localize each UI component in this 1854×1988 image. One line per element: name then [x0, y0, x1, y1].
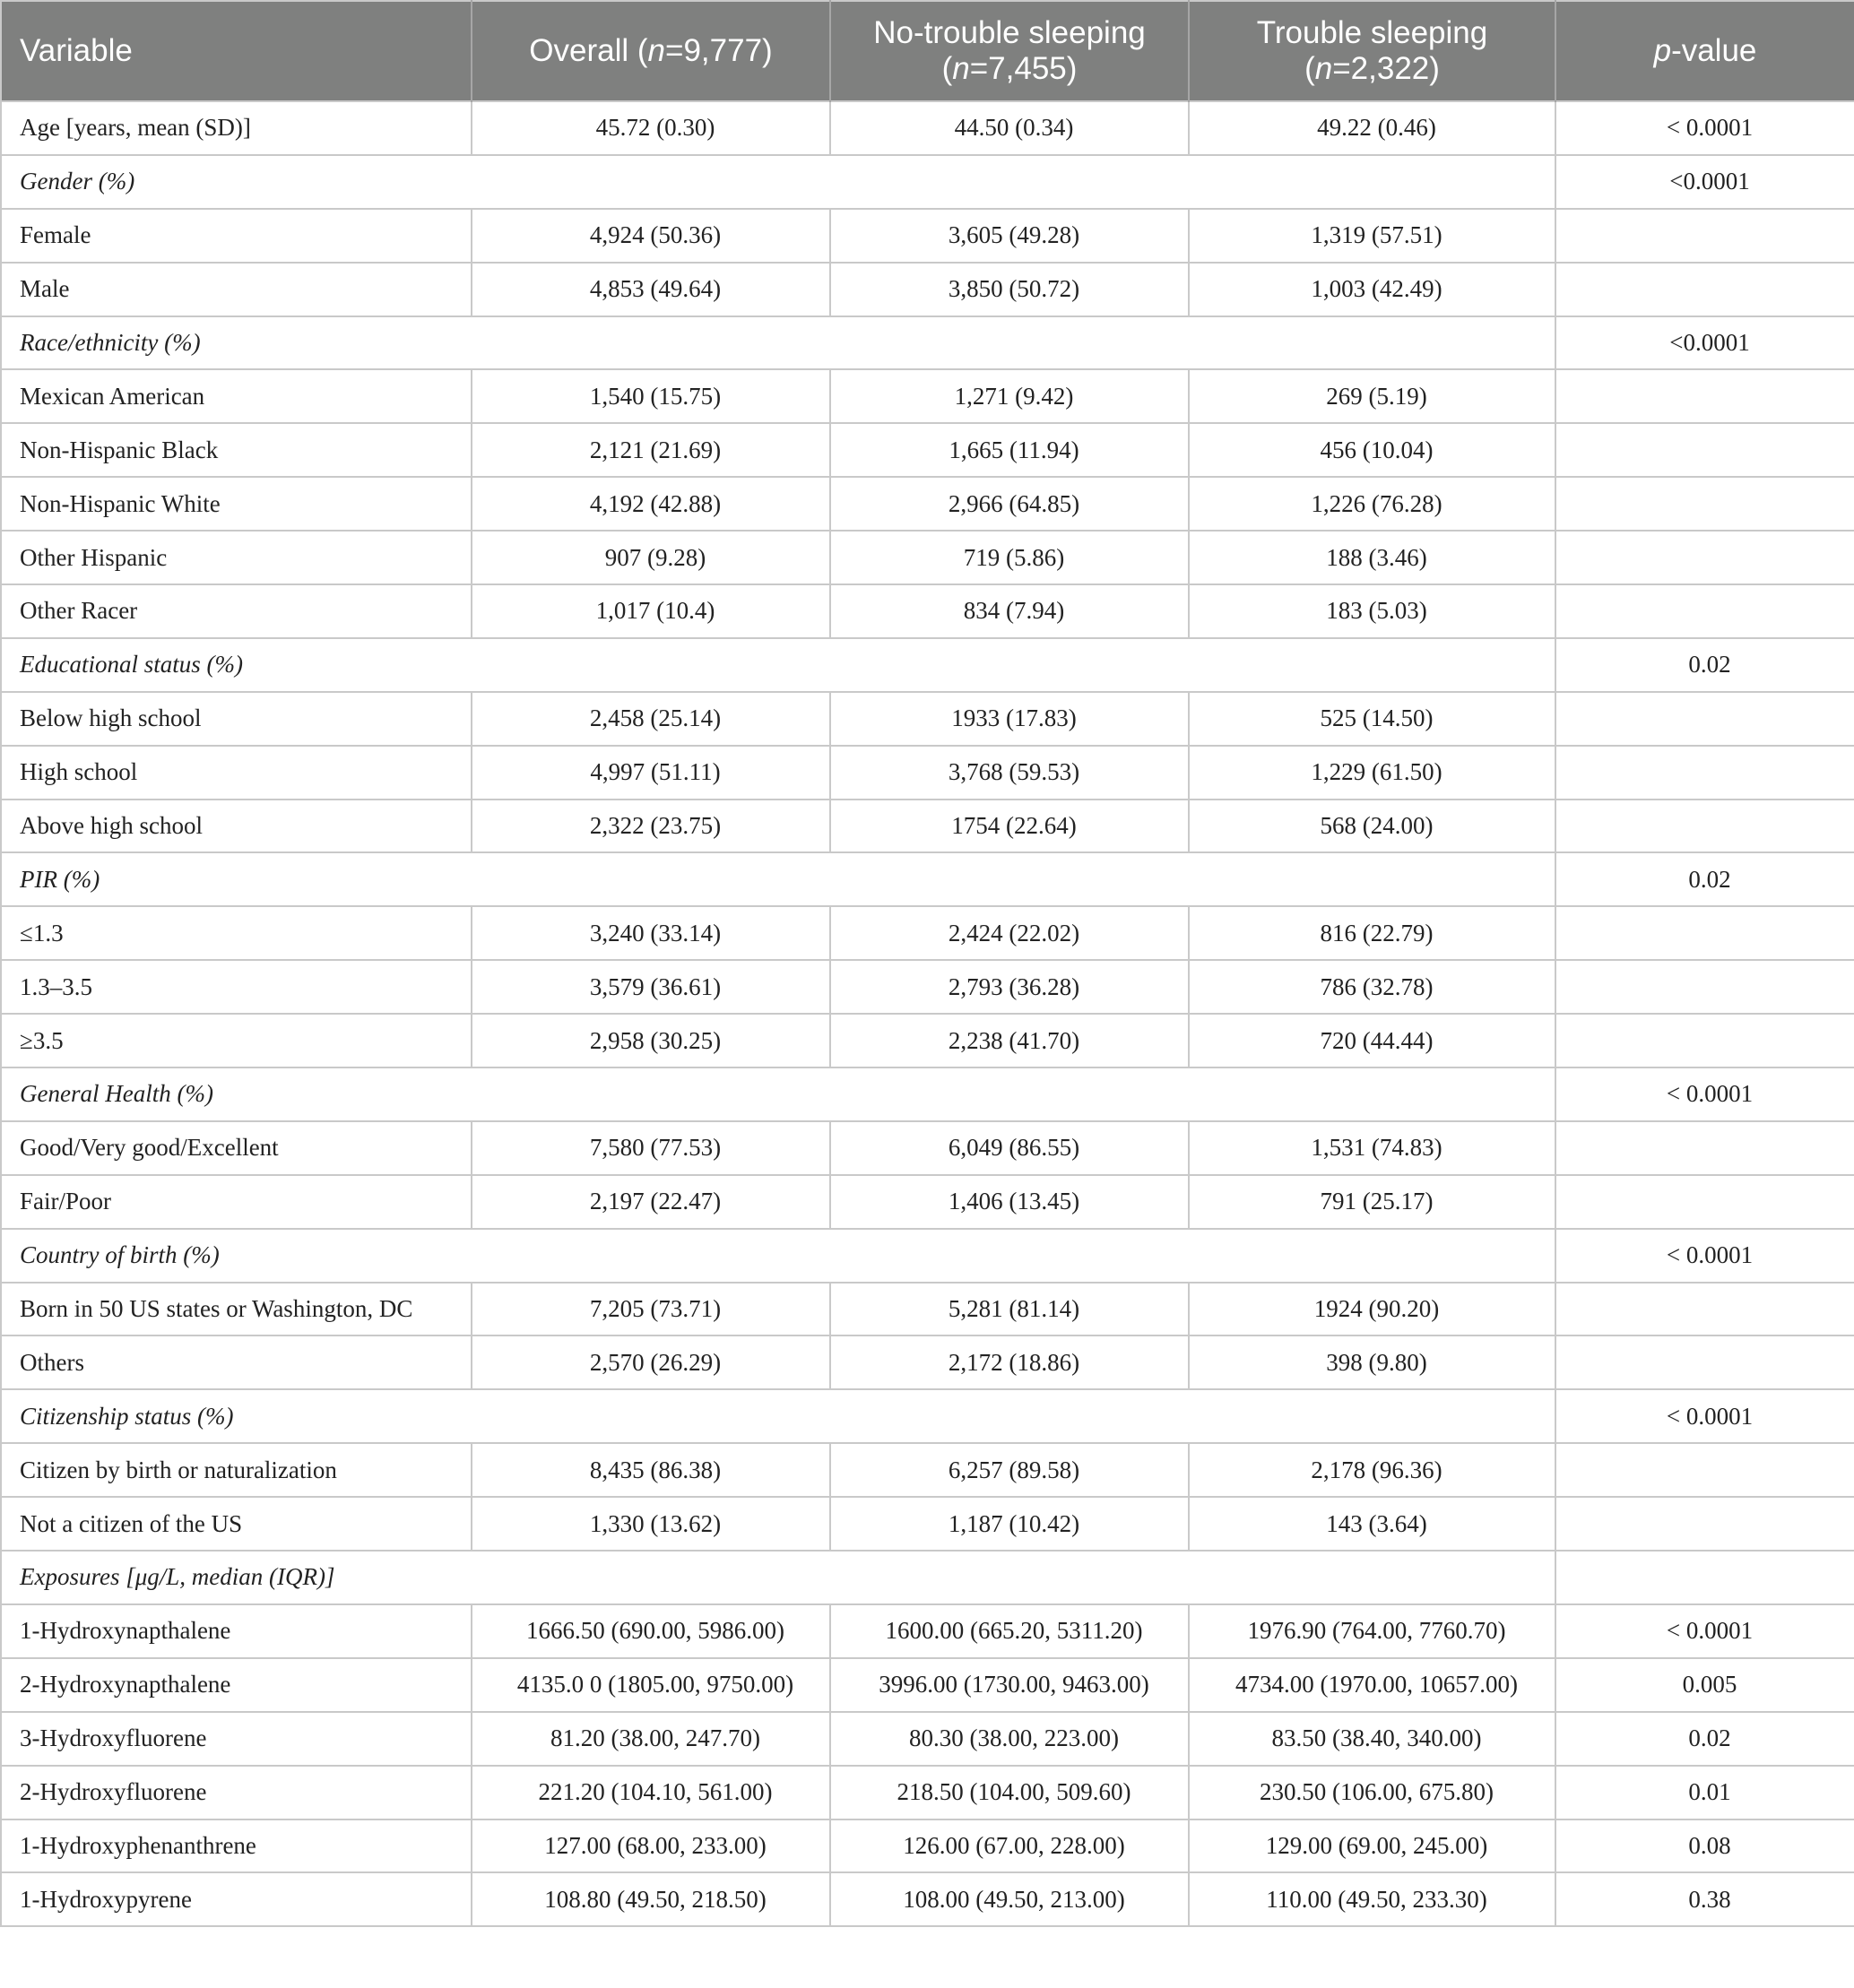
row-label: 2-Hydroxynapthalene: [1, 1658, 472, 1712]
table-row: [1, 800, 1854, 853]
overall-cell: 45.72 (0.30): [472, 101, 830, 155]
overall-cell: 1,330 (13.62): [472, 1497, 830, 1551]
table-row: [1, 1283, 1854, 1336]
p-value-cell: [1555, 1283, 1854, 1336]
p-value-cell: 0.38: [1555, 1872, 1854, 1926]
p-value-cell: 0.02: [1555, 638, 1854, 692]
table-row: [1, 1014, 1854, 1067]
p-value-cell: < 0.0001: [1555, 1067, 1854, 1121]
row-label: Below high school: [1, 692, 472, 746]
p-value-cell: [1555, 369, 1854, 423]
p-value-cell: [1555, 1014, 1854, 1067]
table-row: [1, 746, 1854, 800]
p-value-cell: 0.02: [1555, 1712, 1854, 1766]
no-trouble-cell: 1933 (17.83): [830, 692, 1189, 746]
p-value-cell: < 0.0001: [1555, 1389, 1854, 1443]
section-label: General Health (%): [1, 1067, 1555, 1121]
section-row: [1, 1067, 1854, 1121]
trouble-cell: 143 (3.64): [1189, 1497, 1555, 1551]
p-value-cell: [1555, 800, 1854, 853]
section-row: [1, 155, 1854, 209]
no-trouble-cell: 2,966 (64.85): [830, 477, 1189, 531]
no-trouble-cell: 44.50 (0.34): [830, 101, 1189, 155]
table-row: [1, 1175, 1854, 1229]
row-label: Non-Hispanic White: [1, 477, 472, 531]
p-value-cell: [1555, 1551, 1854, 1604]
section-label: Educational status (%): [1, 638, 1555, 692]
overall-cell: 221.20 (104.10, 561.00): [472, 1766, 830, 1819]
p-value-cell: < 0.0001: [1555, 101, 1854, 155]
no-trouble-cell: 218.50 (104.00, 509.60): [830, 1766, 1189, 1819]
p-value-cell: [1555, 1497, 1854, 1551]
table-row: [1, 1658, 1854, 1712]
trouble-cell: 2,178 (96.36): [1189, 1443, 1555, 1497]
row-label: ≥3.5: [1, 1014, 472, 1067]
overall-cell: 2,570 (26.29): [472, 1335, 830, 1389]
row-label: 1-Hydroxynapthalene: [1, 1604, 472, 1658]
row-label: Not a citizen of the US: [1, 1497, 472, 1551]
p-value-cell: [1555, 960, 1854, 1014]
overall-cell: 7,580 (77.53): [472, 1121, 830, 1175]
trouble-cell: 188 (3.46): [1189, 531, 1555, 584]
section-row: [1, 1389, 1854, 1443]
overall-cell: 2,322 (23.75): [472, 800, 830, 853]
p-value-cell: [1555, 584, 1854, 638]
table-row: [1, 960, 1854, 1014]
trouble-cell: 816 (22.79): [1189, 906, 1555, 960]
overall-cell: 81.20 (38.00, 247.70): [472, 1712, 830, 1766]
table-row: [1, 906, 1854, 960]
no-trouble-cell: 126.00 (67.00, 228.00): [830, 1819, 1189, 1873]
row-label: 2-Hydroxyfluorene: [1, 1766, 472, 1819]
no-trouble-cell: 2,172 (18.86): [830, 1335, 1189, 1389]
overall-cell: 2,121 (21.69): [472, 423, 830, 477]
p-value-cell: <0.0001: [1555, 155, 1854, 209]
row-label: Citizen by birth or naturalization: [1, 1443, 472, 1497]
trouble-cell: 1,229 (61.50): [1189, 746, 1555, 800]
section-label: Gender (%): [1, 155, 1555, 209]
trouble-cell: 183 (5.03): [1189, 584, 1555, 638]
overall-cell: 4,997 (51.11): [472, 746, 830, 800]
no-trouble-cell: 6,257 (89.58): [830, 1443, 1189, 1497]
trouble-cell: 456 (10.04): [1189, 423, 1555, 477]
row-label: Age [years, mean (SD)]: [1, 101, 472, 155]
trouble-cell: 568 (24.00): [1189, 800, 1555, 853]
trouble-cell: 1,319 (57.51): [1189, 209, 1555, 263]
overall-cell: 8,435 (86.38): [472, 1443, 830, 1497]
no-trouble-cell: 719 (5.86): [830, 531, 1189, 584]
overall-cell: 3,240 (33.14): [472, 906, 830, 960]
no-trouble-cell: 3,605 (49.28): [830, 209, 1189, 263]
no-trouble-cell: 3,850 (50.72): [830, 263, 1189, 316]
overall-cell: 4,853 (49.64): [472, 263, 830, 316]
section-label: Race/ethnicity (%): [1, 316, 1555, 370]
overall-cell: 3,579 (36.61): [472, 960, 830, 1014]
p-value-cell: [1555, 263, 1854, 316]
table-row: [1, 531, 1854, 584]
row-label: Above high school: [1, 800, 472, 853]
overall-cell: 2,458 (25.14): [472, 692, 830, 746]
table-row: [1, 1497, 1854, 1551]
p-value-cell: [1555, 423, 1854, 477]
row-label: High school: [1, 746, 472, 800]
table-row: [1, 1766, 1854, 1819]
overall-cell: 2,197 (22.47): [472, 1175, 830, 1229]
no-trouble-cell: 2,793 (36.28): [830, 960, 1189, 1014]
row-label: Born in 50 US states or Washington, DC: [1, 1283, 472, 1336]
no-trouble-cell: 2,424 (22.02): [830, 906, 1189, 960]
row-label: Mexican American: [1, 369, 472, 423]
trouble-cell: 4734.00 (1970.00, 10657.00): [1189, 1658, 1555, 1712]
overall-cell: 127.00 (68.00, 233.00): [472, 1819, 830, 1873]
p-value-cell: [1555, 1175, 1854, 1229]
p-value-cell: 0.01: [1555, 1766, 1854, 1819]
no-trouble-cell: 3996.00 (1730.00, 9463.00): [830, 1658, 1189, 1712]
table-row: [1, 1872, 1854, 1926]
no-trouble-cell: 108.00 (49.50, 213.00): [830, 1872, 1189, 1926]
no-trouble-cell: 1,406 (13.45): [830, 1175, 1189, 1229]
trouble-cell: 269 (5.19): [1189, 369, 1555, 423]
row-label: 1-Hydroxypyrene: [1, 1872, 472, 1926]
table-row: [1, 101, 1854, 155]
section-label: Citizenship status (%): [1, 1389, 1555, 1443]
table-row: [1, 1121, 1854, 1175]
no-trouble-cell: 1,187 (10.42): [830, 1497, 1189, 1551]
overall-cell: 4,924 (50.36): [472, 209, 830, 263]
trouble-cell: 786 (32.78): [1189, 960, 1555, 1014]
table-row: [1, 1819, 1854, 1873]
header-variable: Variable: [1, 1, 472, 101]
table-row: [1, 584, 1854, 638]
p-value-cell: <0.0001: [1555, 316, 1854, 370]
no-trouble-cell: 5,281 (81.14): [830, 1283, 1189, 1336]
row-label: Good/Very good/Excellent: [1, 1121, 472, 1175]
p-value-cell: [1555, 531, 1854, 584]
header-row: [1, 1, 1854, 101]
section-row: [1, 1551, 1854, 1604]
header-p-value: p-value: [1555, 1, 1854, 101]
section-row: [1, 852, 1854, 906]
trouble-cell: 49.22 (0.46): [1189, 101, 1555, 155]
section-row: [1, 1229, 1854, 1283]
no-trouble-cell: 1754 (22.64): [830, 800, 1189, 853]
overall-cell: 4135.0 0 (1805.00, 9750.00): [472, 1658, 830, 1712]
p-value-cell: [1555, 1335, 1854, 1389]
p-value-cell: [1555, 906, 1854, 960]
trouble-cell: 398 (9.80): [1189, 1335, 1555, 1389]
section-label: PIR (%): [1, 852, 1555, 906]
trouble-cell: 110.00 (49.50, 233.30): [1189, 1872, 1555, 1926]
overall-cell: 7,205 (73.71): [472, 1283, 830, 1336]
overall-cell: 2,958 (30.25): [472, 1014, 830, 1067]
section-label: Country of birth (%): [1, 1229, 1555, 1283]
table-body: [1, 101, 1854, 1926]
overall-cell: 108.80 (49.50, 218.50): [472, 1872, 830, 1926]
trouble-cell: 791 (25.17): [1189, 1175, 1555, 1229]
header-trouble: Trouble sleeping (n=2,322): [1189, 1, 1555, 101]
p-value-cell: [1555, 1443, 1854, 1497]
trouble-cell: 525 (14.50): [1189, 692, 1555, 746]
row-label: ≤1.3: [1, 906, 472, 960]
no-trouble-cell: 6,049 (86.55): [830, 1121, 1189, 1175]
row-label: Male: [1, 263, 472, 316]
trouble-cell: 720 (44.44): [1189, 1014, 1555, 1067]
table-row: [1, 369, 1854, 423]
section-row: [1, 316, 1854, 370]
trouble-cell: 230.50 (106.00, 675.80): [1189, 1766, 1555, 1819]
p-value-cell: 0.02: [1555, 852, 1854, 906]
overall-cell: 1,017 (10.4): [472, 584, 830, 638]
table-row: [1, 263, 1854, 316]
table-row: [1, 1335, 1854, 1389]
p-value-cell: [1555, 209, 1854, 263]
table-row: [1, 1443, 1854, 1497]
overall-cell: 1,540 (15.75): [472, 369, 830, 423]
no-trouble-cell: 834 (7.94): [830, 584, 1189, 638]
trouble-cell: 1976.90 (764.00, 7760.70): [1189, 1604, 1555, 1658]
section-label: Exposures [μg/L, median (IQR)]: [1, 1551, 1555, 1604]
p-value-cell: 0.08: [1555, 1819, 1854, 1873]
section-row: [1, 638, 1854, 692]
header-no-trouble: No-trouble sleeping (n=7,455): [830, 1, 1189, 101]
trouble-cell: 1924 (90.20): [1189, 1283, 1555, 1336]
no-trouble-cell: 3,768 (59.53): [830, 746, 1189, 800]
row-label: Non-Hispanic Black: [1, 423, 472, 477]
p-value-cell: < 0.0001: [1555, 1604, 1854, 1658]
p-value-cell: [1555, 746, 1854, 800]
row-label: 1.3–3.5: [1, 960, 472, 1014]
trouble-cell: 83.50 (38.40, 340.00): [1189, 1712, 1555, 1766]
row-label: Female: [1, 209, 472, 263]
overall-cell: 1666.50 (690.00, 5986.00): [472, 1604, 830, 1658]
p-value-cell: < 0.0001: [1555, 1229, 1854, 1283]
row-label: 1-Hydroxyphenanthrene: [1, 1819, 472, 1873]
row-label: Other Hispanic: [1, 531, 472, 584]
overall-cell: 4,192 (42.88): [472, 477, 830, 531]
table-row: [1, 1604, 1854, 1658]
header-overall: Overall (n=9,777): [472, 1, 830, 101]
trouble-cell: 129.00 (69.00, 245.00): [1189, 1819, 1555, 1873]
no-trouble-cell: 1600.00 (665.20, 5311.20): [830, 1604, 1189, 1658]
table-row: [1, 1712, 1854, 1766]
p-value-cell: [1555, 477, 1854, 531]
trouble-cell: 1,226 (76.28): [1189, 477, 1555, 531]
table-row: [1, 477, 1854, 531]
p-value-cell: [1555, 692, 1854, 746]
row-label: Others: [1, 1335, 472, 1389]
trouble-cell: 1,531 (74.83): [1189, 1121, 1555, 1175]
no-trouble-cell: 1,271 (9.42): [830, 369, 1189, 423]
no-trouble-cell: 2,238 (41.70): [830, 1014, 1189, 1067]
table-row: [1, 209, 1854, 263]
p-value-cell: [1555, 1121, 1854, 1175]
no-trouble-cell: 80.30 (38.00, 223.00): [830, 1712, 1189, 1766]
no-trouble-cell: 1,665 (11.94): [830, 423, 1189, 477]
row-label: Fair/Poor: [1, 1175, 472, 1229]
row-label: 3-Hydroxyfluorene: [1, 1712, 472, 1766]
overall-cell: 907 (9.28): [472, 531, 830, 584]
p-value-cell: 0.005: [1555, 1658, 1854, 1712]
trouble-cell: 1,003 (42.49): [1189, 263, 1555, 316]
table-row: [1, 692, 1854, 746]
row-label: Other Racer: [1, 584, 472, 638]
table-row: [1, 423, 1854, 477]
